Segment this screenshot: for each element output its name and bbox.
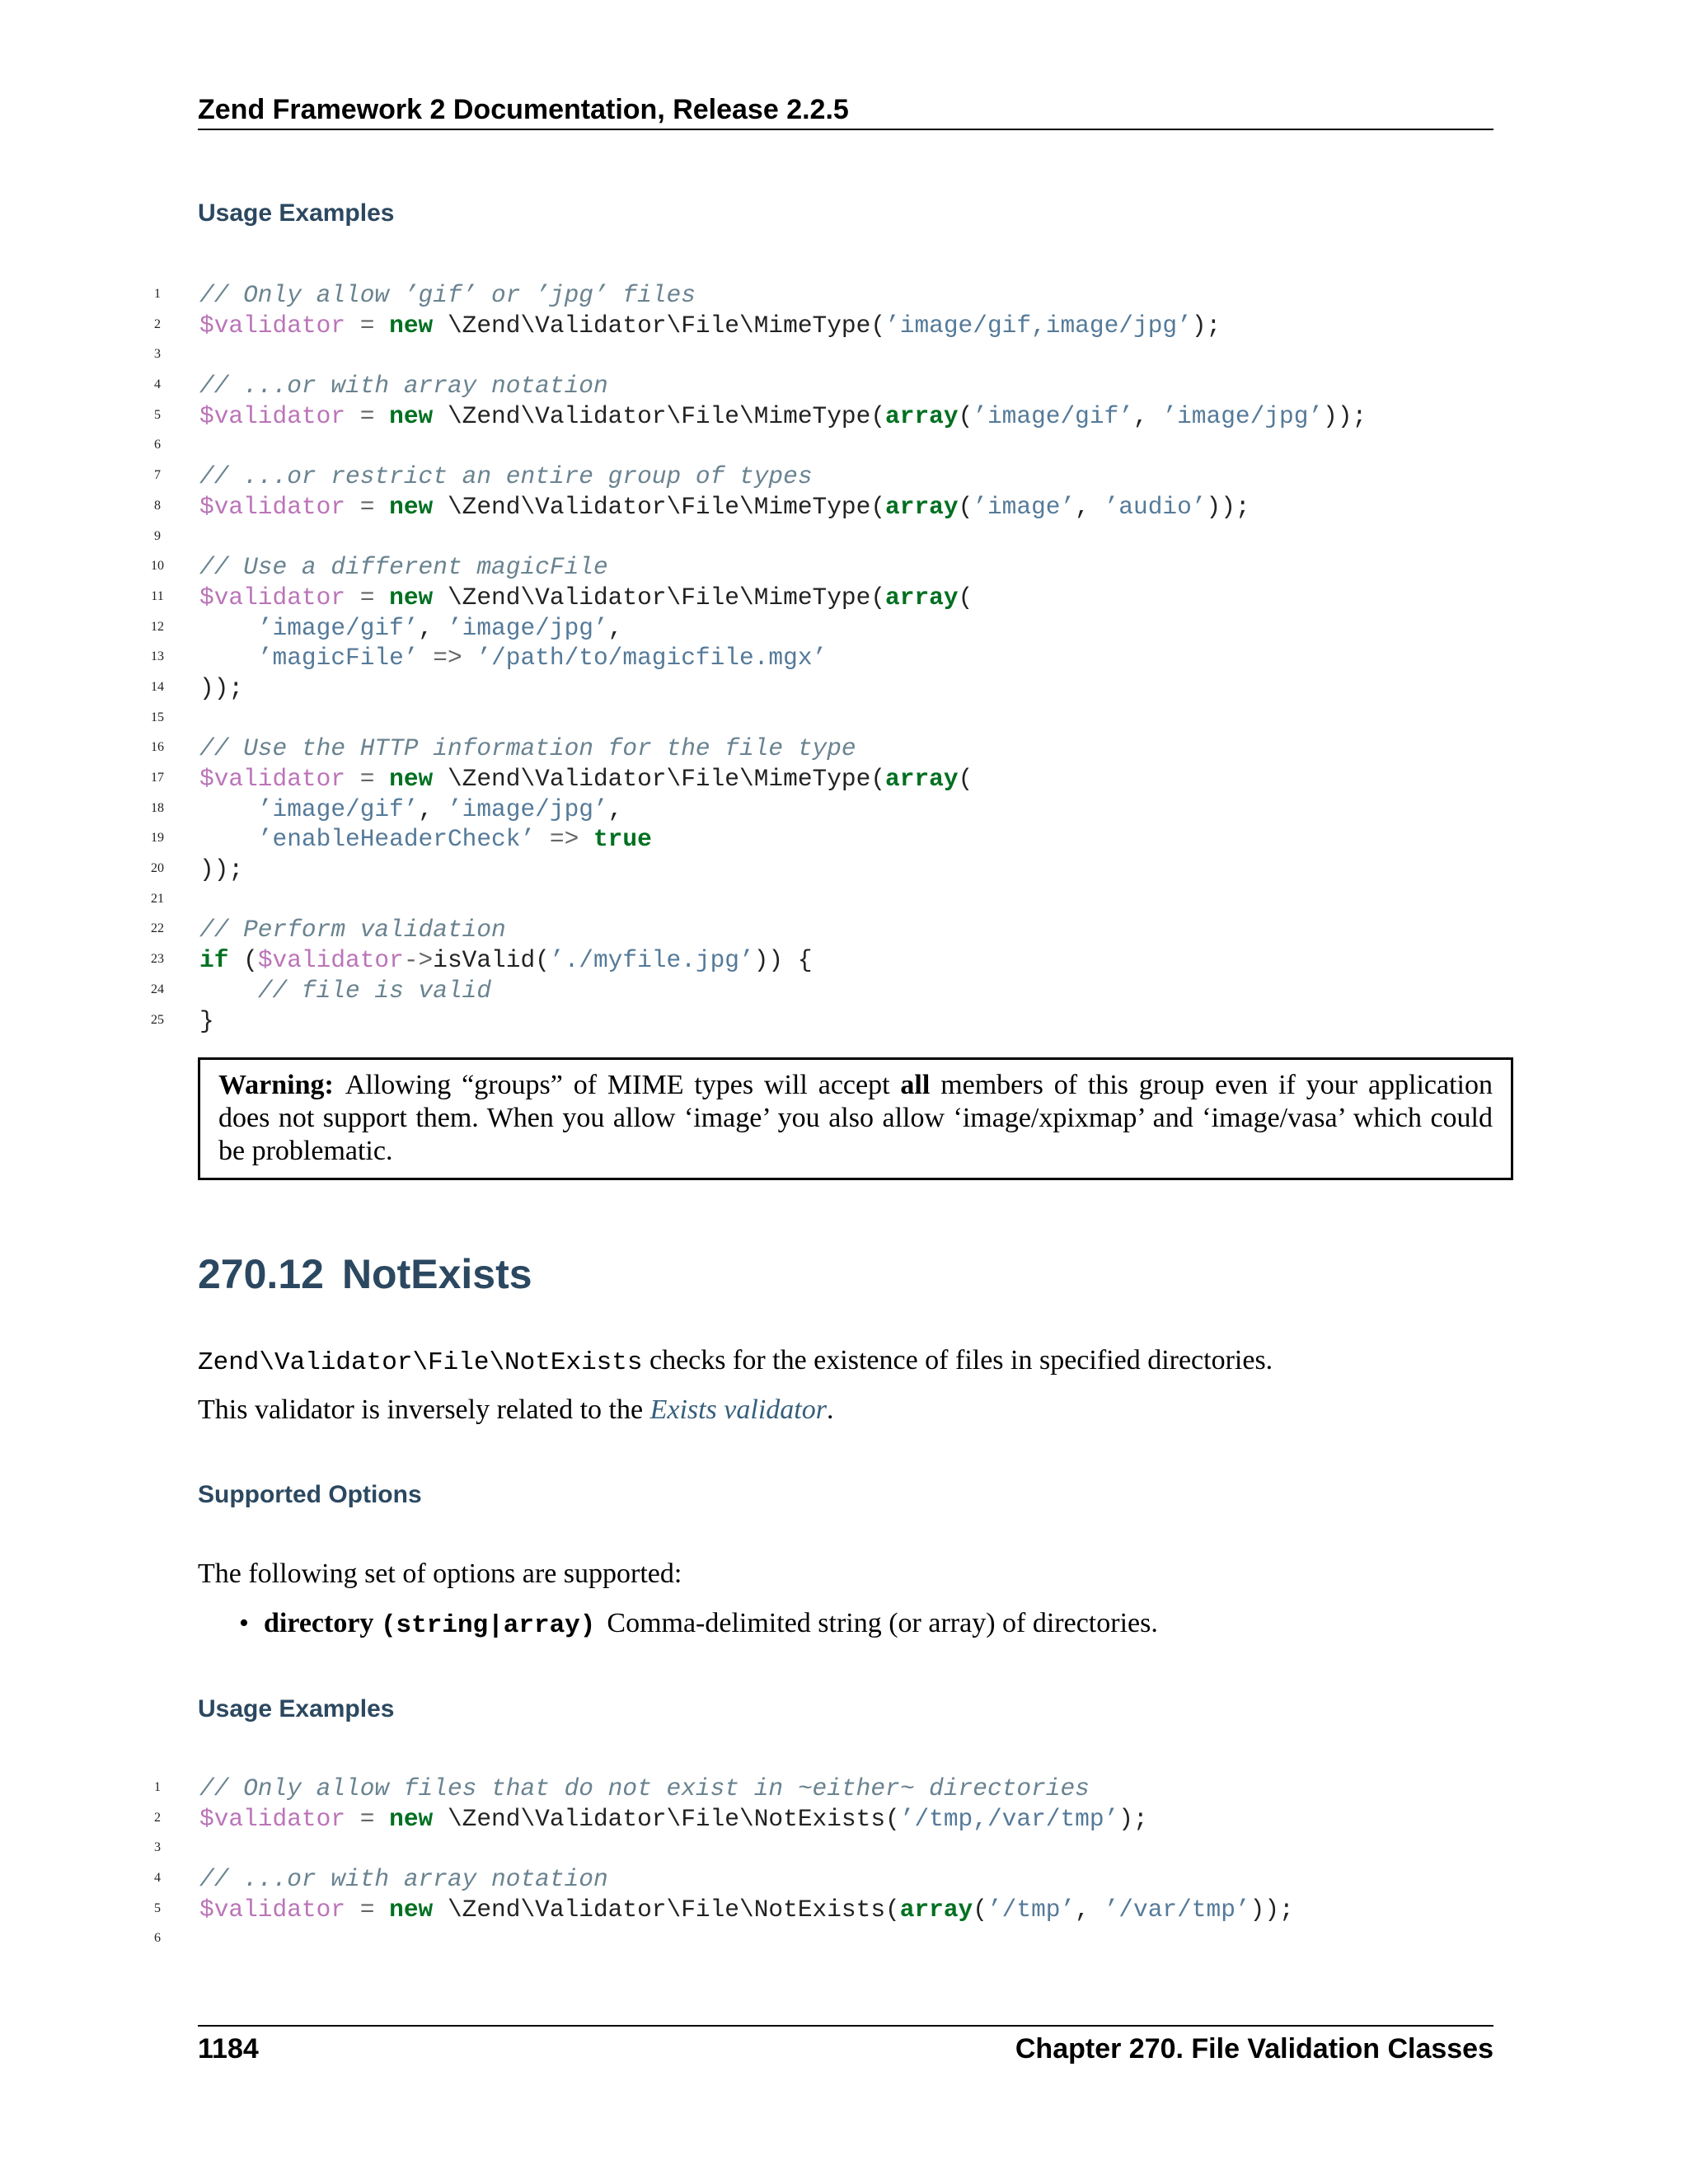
supported-options-heading: Supported Options bbox=[198, 1481, 422, 1508]
option-type: (string|array) bbox=[380, 1611, 596, 1640]
line-number: 8 bbox=[154, 498, 161, 513]
code-text: )); bbox=[199, 855, 244, 884]
code-text: } bbox=[199, 1006, 214, 1035]
code-text: if ($validator->isValid(’./myfile.jpg’)) { bbox=[199, 946, 813, 975]
inverse-paragraph bbox=[198, 1394, 833, 1427]
line-number: 3 bbox=[154, 1840, 161, 1855]
line-number: 4 bbox=[154, 377, 161, 392]
bullet-icon: • bbox=[239, 1608, 249, 1638]
line-number: 2 bbox=[154, 316, 161, 331]
line-number: 19 bbox=[151, 831, 164, 846]
line-number: 15 bbox=[151, 710, 164, 724]
code-text: // Use the HTTP information for the file type bbox=[199, 734, 856, 763]
code-text: // Perform validation bbox=[199, 916, 506, 944]
line-number: 1 bbox=[154, 287, 161, 301]
usage-examples-heading: Usage Examples bbox=[198, 199, 395, 227]
warning-text-after: members of this group even if your application does not support them. When you allow ‘image’ you also allow ‘image/xpixmap’ and ‘image/vasa’ which could be problematic. bbox=[218, 1070, 1493, 1166]
section-title: NotExists bbox=[341, 1251, 532, 1297]
options-list bbox=[239, 1607, 1158, 1643]
option-desc: Comma-delimited string (or array) of directories. bbox=[607, 1608, 1158, 1638]
section-heading bbox=[198, 1250, 532, 1298]
line-number: 23 bbox=[151, 952, 164, 967]
code-text: ’image/gif’, ’image/jpg’, bbox=[257, 613, 623, 642]
line-number: 10 bbox=[151, 559, 164, 574]
line-number: 14 bbox=[151, 679, 164, 694]
warning-text-before: Allowing “groups” of MIME types will accept bbox=[345, 1070, 901, 1100]
line-number: 7 bbox=[154, 468, 161, 483]
line-number: 25 bbox=[151, 1012, 164, 1027]
option-term: directory bbox=[264, 1608, 374, 1638]
exists-validator-link[interactable]: Exists validator bbox=[649, 1394, 827, 1425]
warning-label: Warning: bbox=[218, 1070, 334, 1100]
line-number: 9 bbox=[154, 528, 161, 543]
line-number: 20 bbox=[151, 861, 164, 876]
page-footer bbox=[198, 2025, 1493, 2065]
line-number: 11 bbox=[151, 588, 164, 603]
code-text: // Only allow ’gif’ or ’jpg’ files bbox=[199, 281, 696, 309]
warning-box bbox=[198, 1057, 1513, 1180]
inverse-text-before: This validator is inversely related to the bbox=[198, 1394, 650, 1425]
usage-examples-heading-2: Usage Examples bbox=[198, 1695, 395, 1722]
options-intro: The following set of options are supported: bbox=[198, 1558, 682, 1589]
code-text: // ...or with array notation bbox=[199, 1865, 608, 1894]
line-number: 21 bbox=[151, 891, 164, 906]
intro-text: checks for the existence of files in specified directories. bbox=[642, 1345, 1273, 1376]
code-text: // Only allow files that do not exist in ~either~ directories bbox=[199, 1774, 1090, 1802]
intro-paragraph bbox=[198, 1344, 1273, 1380]
option-item-directory bbox=[239, 1607, 1158, 1643]
code-text: // ...or with array notation bbox=[199, 372, 608, 401]
code-text: // Use a different magicFile bbox=[199, 553, 608, 582]
code-text: $validator = new \Zend\Validator\File\MimeType(’image/gif,image/jpg’); bbox=[199, 311, 1221, 340]
line-number: 6 bbox=[154, 1931, 161, 1946]
code-text: // ...or restrict an entire group of types bbox=[199, 462, 813, 491]
code-text: // file is valid bbox=[257, 976, 492, 1005]
line-number: 16 bbox=[151, 740, 164, 755]
code-text: $validator = new \Zend\Validator\File\NotExists(array(’/tmp’, ’/var/tmp’)); bbox=[199, 1895, 1294, 1924]
inverse-text-after: . bbox=[826, 1394, 834, 1425]
line-number: 18 bbox=[151, 800, 164, 815]
code-text: $validator = new \Zend\Validator\File\MimeType(array(’image’, ’audio’)); bbox=[199, 492, 1250, 521]
code-text: ’magicFile’ => ’/path/to/magicfile.mgx’ bbox=[257, 644, 828, 673]
line-number: 12 bbox=[151, 619, 164, 634]
code-text: ’enableHeaderCheck’ => true bbox=[257, 825, 652, 854]
running-header: Zend Framework 2 Documentation, Release 2.2.5 bbox=[198, 92, 1493, 130]
line-number: 22 bbox=[151, 921, 164, 936]
page-number: 1184 bbox=[198, 2033, 259, 2064]
line-number: 13 bbox=[151, 649, 164, 664]
line-number: 17 bbox=[151, 771, 164, 785]
line-number: 5 bbox=[154, 407, 161, 422]
class-name-code: Zend\Validator\File\NotExists bbox=[198, 1348, 643, 1377]
code-text: $validator = new \Zend\Validator\File\MimeType(array( bbox=[199, 765, 973, 793]
code-text: $validator = new \Zend\Validator\File\MimeType(array(’image/gif’, ’image/jpg’)); bbox=[199, 401, 1367, 430]
line-number: 4 bbox=[154, 1871, 161, 1886]
warning-text-bold: all bbox=[900, 1070, 931, 1100]
code-text: ’image/gif’, ’image/jpg’, bbox=[257, 794, 623, 823]
line-number: 1 bbox=[154, 1780, 161, 1794]
line-number: 2 bbox=[154, 1810, 161, 1825]
code-text: $validator = new \Zend\Validator\File\MimeType(array( bbox=[199, 583, 973, 612]
line-number: 5 bbox=[154, 1900, 161, 1915]
code-text: $validator = new \Zend\Validator\File\NotExists(’/tmp,/var/tmp’); bbox=[199, 1804, 1148, 1833]
section-number: 270.12 bbox=[198, 1251, 324, 1297]
chapter-title: Chapter 270. File Validation Classes bbox=[1015, 2033, 1493, 2064]
code-text: )); bbox=[199, 673, 244, 702]
line-number: 6 bbox=[154, 438, 161, 452]
line-number: 24 bbox=[151, 982, 164, 996]
line-number: 3 bbox=[154, 347, 161, 362]
